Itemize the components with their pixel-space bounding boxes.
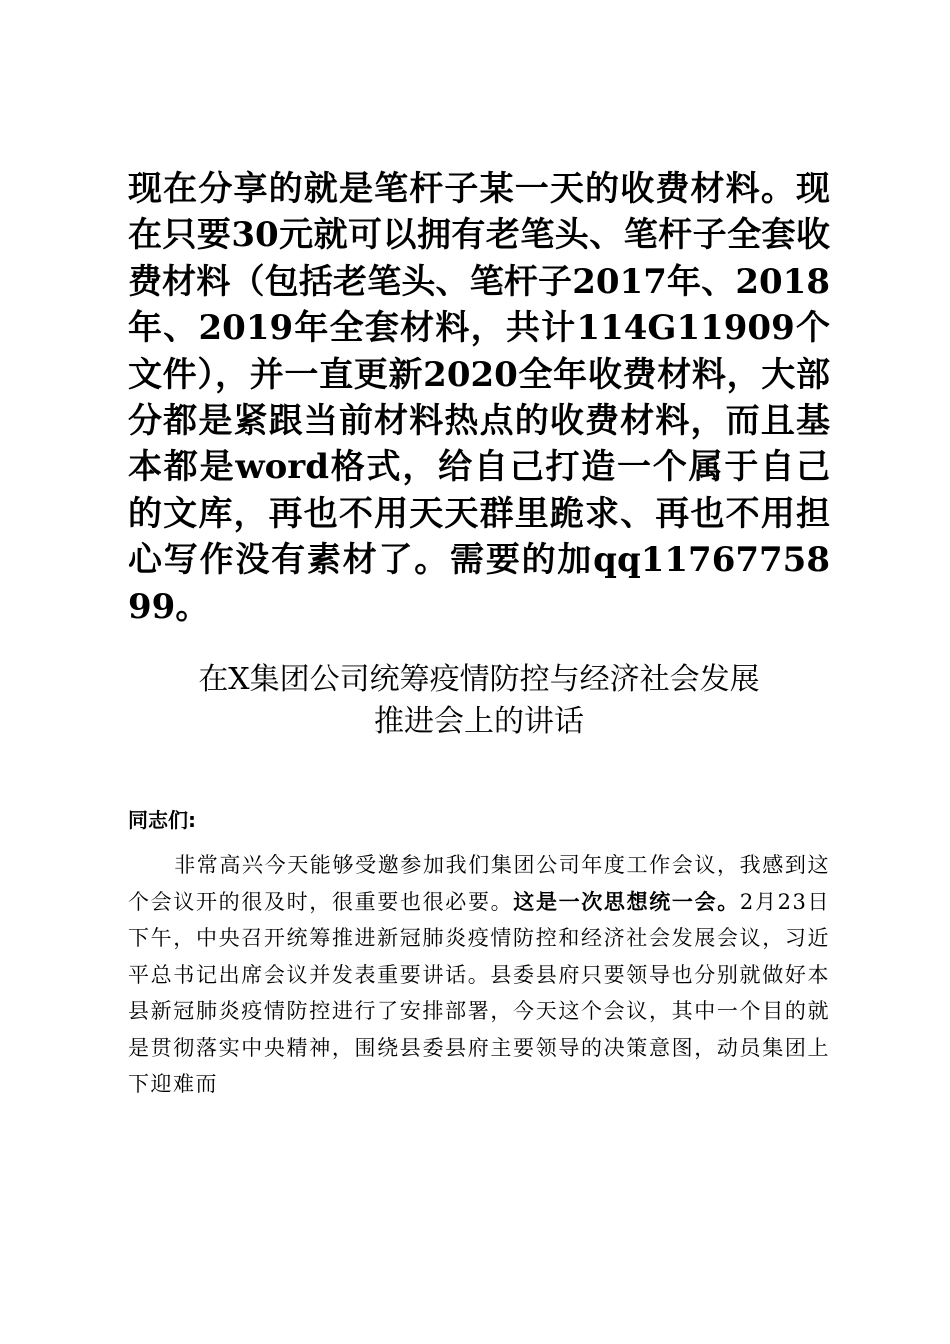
- salutation: 同志们:: [128, 808, 196, 832]
- speech-title-line-1: 在X集团公司统筹疫情防控与经济社会发展: [198, 662, 760, 697]
- promo-paragraph: 现在分享的就是笔杆子某一天的收费材料。现在只要30元就可以拥有老笔头、笔杆子全套收费材料（包括老笔头、笔杆子2017年、2018年、2019年全套材料，共计114G11909个文件），并一直更新2020全年收费材料，大部分都是紧跟当前材料热点的收费材料，而且基本都是word格式，给自己打造一个属于自己的文库，再也不用天天群里跪求、再也不用担心写作没有素材了。需要的加qq1176775899。: [128, 169, 830, 627]
- speech-title-line-2: 推进会上的讲话: [374, 704, 584, 739]
- body-text-2: 2月23日下午，中央召开统筹推进新冠肺炎疫情防控和经济社会发展会议，习近平总书记出席会议并发表重要讲话。县委县府只要领导也分别就做好本县新冠肺炎疫情防控进行了安排部署，今天这个会议，其中一个目的就是贯彻落实中央精神，围绕县委县府主要领导的决策意图，动员集团上下迎难而: [128, 889, 830, 1096]
- speech-body-paragraph: [128, 847, 830, 1103]
- body-text-1: 非常高兴今天能够受邀参加我们集团公司年度工作会议，我感到这个会议开的很及时，很重要也很必要。: [128, 853, 830, 914]
- speech-title: [100, 659, 858, 743]
- body-bold-phrase: 这是一次思想统一会。: [513, 888, 740, 914]
